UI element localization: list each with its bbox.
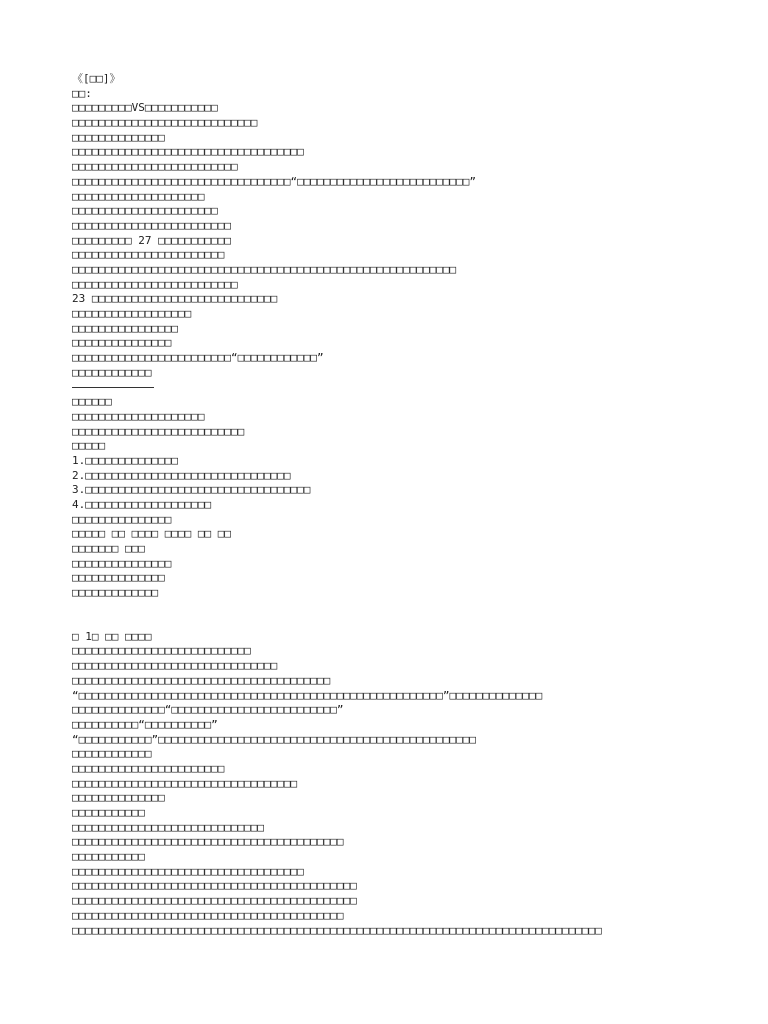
text-line: □□□□□□□□□□□□□□□□□□□□□□□□□□□□□□□□□□□ (72, 145, 304, 159)
text-line: □□□□□□□□□□□□□□□□□□□□□□□□□□□□□ (72, 820, 265, 834)
text-line: “□□□□□□□□□□□□□□□□□□□□□□□□□□□□□□□□□□□□□□□□□□□□□□□□□□□□□□□”□□□□□□□□□□□□□□ (72, 688, 543, 702)
text-line: □□□□□ □□ □□□□ □□□□ □□ □□ (72, 527, 231, 541)
text-line: □□□□□ (72, 439, 106, 453)
text-line: 2.□□□□□□□□□□□□□□□□□□□□□□□□□□□□□□□ (72, 468, 291, 482)
text-line: □□□□□□ (72, 395, 112, 409)
text-line: □□□□□□□□□□□□□□□□□□□□□□□□□□□□□□□□□□□□□□□□□□□□□□□□□□□□□□□□□□□□□□□□□□□□□□□□□□□□□□□□ (72, 923, 602, 937)
text-line: □□: (72, 86, 92, 100)
outline-section (72, 395, 732, 601)
text-line: 3.□□□□□□□□□□□□□□□□□□□□□□□□□□□□□□□□□□ (72, 483, 311, 497)
text-line: □□□□□□□□□□□□□□□□□□□□□□□□□□□□□□□□□□ (72, 776, 298, 790)
text-line: □□□□□□□□□□□ (72, 806, 145, 819)
text-line: □□□□□□□□□□“□□□□□□□□□□” (72, 717, 218, 731)
text-line: □□□□□□□□□□□□□□□□□□□□□□□□□□□□□□□□□□□□□□□□□□□ (72, 879, 357, 893)
text-line: 23 □□□□□□□□□□□□□□□□□□□□□□□□□□□□ (72, 292, 278, 306)
chapter-section (72, 630, 732, 938)
text-line: □□□□□□□□□□□□□□□□□□□□□□□□□□□□□□□□□□□□□□□□□ (72, 908, 344, 922)
text-line: □□□□□□□ □□□ (72, 542, 145, 555)
intro-section (72, 72, 732, 380)
text-line: □□□□□□□□□□□□□□□□□□□□□□□□□□□□□□□□□“□□□□□□□□□□□□□□□□□□□□□□□□□□” (72, 174, 476, 188)
text-line: □□□□□□□□□□□□□□□□□□□□□□□□□□□ (72, 644, 251, 658)
text-line: □□□□□□□□□□□□□□ (72, 791, 165, 805)
text-line: □□□□□□□□□□□□□□□□□□□□□□□□□□□□□□□□□□□□□□□□□□□ (72, 894, 357, 908)
text-line: □□□□□□□□□□□□□□□□□□□□□□□□□□□□□□□□□□□□□□□□□ (72, 835, 344, 849)
text-line: □□□□□□□□□□□□□□□ (72, 556, 172, 570)
text-line: □□□□□□□□□□□□□□□□□□□□□□□□□□□□ (72, 116, 258, 130)
text-line: 4.□□□□□□□□□□□□□□□□□□□ (72, 497, 212, 511)
text-line: □□□□□□□□□□□□□□□□□□□□□□□□□ (72, 277, 238, 291)
text-line: 1.□□□□□□□□□□□□□□ (72, 453, 178, 467)
text-line: □□□□□□□□□□□□□□□□□□□□□□□□□□□□□□□ (72, 659, 278, 673)
text-line: □□□□□□□□□□□□□□□ (72, 336, 172, 350)
text-line: □ 1□ □□ □□□□ (72, 629, 152, 643)
text-line: □□□□□□□□□□□□□□ (72, 571, 165, 585)
text-line: “□□□□□□□□□□□”□□□□□□□□□□□□□□□□□□□□□□□□□□□□□□□□□□□□□□□□□□□□□□□□ (72, 732, 476, 746)
text-line: 《[□□]》 (72, 72, 121, 85)
text-line: □□□□□□□□□□□□□□ (72, 130, 165, 144)
text-line: □□□□□□□□□□□□□□□□□□□□□□□□□□ (72, 424, 245, 438)
text-line: □□□□□□□□□□□□□□□□ (72, 321, 178, 335)
text-line: □□□□□□□□□□□□□□□ (72, 512, 172, 526)
text-line: □□□□□□□□□□□□□□“□□□□□□□□□□□□□□□□□□□□□□□□□” (72, 703, 344, 717)
text-line: □□□□□□□□□□□□□□□□□□□□□□□□“□□□□□□□□□□□□” (72, 351, 324, 365)
text-line: □□□□□□□□□□□□□ (72, 586, 159, 600)
text-line: □□□□□□□□□□□□□□□□□□□□□□□□□□□□□□□□□□□□□□□□□□□□□□□□□□□□□□□□□□ (72, 262, 457, 276)
text-line: □□□□□□□□□□□ (72, 850, 145, 864)
text-line: □□□□□□□□□□□□□□□□□□□□□□□□ (72, 218, 231, 232)
text-line: □□□□□□□□□ 27 □□□□□□□□□□□ (72, 233, 231, 247)
text-line: □□□□□□□□□□□□□□□□□□□□□□□□□ (72, 160, 238, 174)
document-page (72, 72, 732, 938)
text-line: □□□□□□□□□□□□□□□□□□□□ (72, 409, 205, 423)
text-line: □□□□□□□□□□□□ (72, 747, 152, 761)
text-line: □□□□□□□□□□□□□□□□□□□□□□□ (72, 761, 225, 775)
text-line: □□□□□□□□□□□□□□□□□□□□□□□□□□□□□□□□□□□ (72, 864, 304, 878)
text-line: □□□□□□□□□□□□□□□□□□□□□□□□□□□□□□□□□□□□□□□ (72, 673, 331, 687)
section-gap (72, 601, 732, 630)
text-line: □□□□□□□□□VS□□□□□□□□□□□ (72, 101, 218, 115)
section-divider (72, 380, 732, 395)
text-line: □□□□□□□□□□□□□□□□□□□□ (72, 189, 205, 203)
text-line: □□□□□□□□□□□□ (72, 365, 152, 379)
text-line: □□□□□□□□□□□□□□□□□□□□□□□ (72, 248, 225, 262)
text-line: □□□□□□□□□□□□□□□□□□ (72, 307, 192, 320)
text-line: □□□□□□□□□□□□□□□□□□□□□□ (72, 204, 218, 218)
